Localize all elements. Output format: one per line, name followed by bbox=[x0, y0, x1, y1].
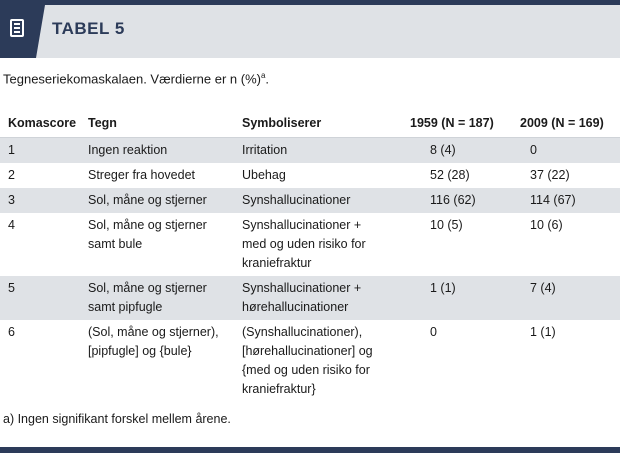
symboliserer-line: {med og uden risiko for bbox=[242, 363, 370, 377]
tegn-line: Sol, måne og stjerner bbox=[88, 281, 207, 295]
cell-2009 bbox=[512, 276, 620, 320]
cell-komascore bbox=[0, 188, 80, 213]
komascore-value: 5 bbox=[8, 281, 15, 295]
cell-tegn bbox=[80, 213, 234, 276]
column-header-2009: 2009 (N = 169) bbox=[512, 110, 620, 138]
cell-komascore bbox=[0, 138, 80, 164]
cell-komascore bbox=[0, 213, 80, 276]
header-wedge bbox=[36, 5, 45, 58]
table-row bbox=[0, 276, 620, 320]
value-1959: 52 (28) bbox=[430, 168, 470, 182]
tegn-line: Streger fra hovedet bbox=[88, 168, 196, 182]
value-2009: 114 (67) bbox=[530, 193, 576, 207]
cell-symboliserer bbox=[234, 138, 402, 164]
symboliserer-line: Synshallucinationer bbox=[242, 193, 351, 207]
cell-2009 bbox=[512, 138, 620, 164]
header-icon-box bbox=[0, 5, 36, 58]
table-header-row bbox=[0, 110, 620, 138]
komascore-value: 2 bbox=[8, 168, 15, 182]
value-2009: 37 (22) bbox=[530, 168, 570, 182]
tegn-line: samt pipfugle bbox=[88, 300, 163, 314]
table-row bbox=[0, 213, 620, 276]
value-2009: 1 (1) bbox=[530, 325, 556, 339]
value-1959: 10 (5) bbox=[430, 218, 463, 232]
cell-komascore bbox=[0, 320, 80, 402]
tegn-line: Sol, måne og stjerner bbox=[88, 218, 207, 232]
document-list-icon bbox=[10, 19, 24, 37]
value-1959: 1 (1) bbox=[430, 281, 456, 295]
table-caption bbox=[3, 71, 269, 86]
komascore-value: 1 bbox=[8, 143, 15, 157]
komascore-value: 4 bbox=[8, 218, 15, 232]
table-footnote: a) Ingen signifikant forskel mellem årene. bbox=[3, 412, 231, 426]
cell-tegn bbox=[80, 320, 234, 402]
table-header-band bbox=[0, 0, 620, 58]
symboliserer-line: kraniefraktur} bbox=[242, 382, 316, 396]
cell-1959 bbox=[402, 188, 512, 213]
column-header-tegn: Tegn bbox=[80, 110, 234, 138]
value-2009: 10 (6) bbox=[530, 218, 563, 232]
cell-2009 bbox=[512, 163, 620, 188]
cell-2009 bbox=[512, 188, 620, 213]
value-1959: 0 bbox=[430, 325, 437, 339]
komascore-value: 6 bbox=[8, 325, 15, 339]
symboliserer-line: [hørehallucinationer] og bbox=[242, 344, 373, 358]
komascore-value: 3 bbox=[8, 193, 15, 207]
value-1959: 116 (62) bbox=[430, 193, 476, 207]
table-body bbox=[0, 138, 620, 403]
cell-2009 bbox=[512, 213, 620, 276]
cell-komascore bbox=[0, 276, 80, 320]
cell-1959 bbox=[402, 213, 512, 276]
symboliserer-line: (Synshallucinationer), bbox=[242, 325, 363, 339]
column-header-symboliserer: Symboliserer bbox=[234, 110, 402, 138]
caption-text: Tegneseriekomaskalaen. Værdierne er n (%) bbox=[3, 71, 261, 87]
cell-symboliserer bbox=[234, 213, 402, 276]
symboliserer-line: Synshallucinationer + bbox=[242, 281, 362, 295]
cell-1959 bbox=[402, 276, 512, 320]
cell-1959 bbox=[402, 163, 512, 188]
symboliserer-line: Synshallucinationer + bbox=[242, 218, 362, 232]
cell-komascore bbox=[0, 163, 80, 188]
cell-symboliserer bbox=[234, 163, 402, 188]
cell-symboliserer bbox=[234, 276, 402, 320]
column-header-1959: 1959 (N = 187) bbox=[402, 110, 512, 138]
value-2009: 7 (4) bbox=[530, 281, 556, 295]
tegn-line: Ingen reaktion bbox=[88, 143, 168, 157]
tegn-line: Sol, måne og stjerner bbox=[88, 193, 207, 207]
tegn-line: [pipfugle] og {bule} bbox=[88, 344, 192, 358]
symboliserer-line: kraniefraktur bbox=[242, 256, 312, 270]
symboliserer-line: Irritation bbox=[242, 143, 288, 157]
value-1959: 8 (4) bbox=[430, 143, 456, 157]
cell-tegn bbox=[80, 163, 234, 188]
table-row bbox=[0, 188, 620, 213]
cell-1959 bbox=[402, 138, 512, 164]
table-row bbox=[0, 163, 620, 188]
symboliserer-line: Ubehag bbox=[242, 168, 286, 182]
table-row bbox=[0, 320, 620, 402]
table-title: TABEL 5 bbox=[52, 19, 125, 38]
column-header-komascore: Komascore bbox=[0, 110, 80, 138]
cell-symboliserer bbox=[234, 188, 402, 213]
symboliserer-line: hørehallucinationer bbox=[242, 300, 349, 314]
tegn-line: samt bule bbox=[88, 237, 143, 251]
cell-2009 bbox=[512, 320, 620, 402]
caption-suffix: . bbox=[265, 71, 270, 87]
bottom-rule bbox=[0, 447, 620, 453]
cell-tegn bbox=[80, 276, 234, 320]
data-table bbox=[0, 110, 620, 402]
cell-tegn bbox=[80, 138, 234, 164]
table-row bbox=[0, 138, 620, 164]
tegn-line: (Sol, måne og stjerner), bbox=[88, 325, 219, 339]
cell-1959 bbox=[402, 320, 512, 402]
cell-tegn bbox=[80, 188, 234, 213]
cell-symboliserer bbox=[234, 320, 402, 402]
data-table-wrap bbox=[0, 110, 620, 402]
symboliserer-line: med og uden risiko for bbox=[242, 237, 366, 251]
value-2009: 0 bbox=[530, 143, 537, 157]
caption-footnote-marker: a bbox=[260, 71, 266, 80]
